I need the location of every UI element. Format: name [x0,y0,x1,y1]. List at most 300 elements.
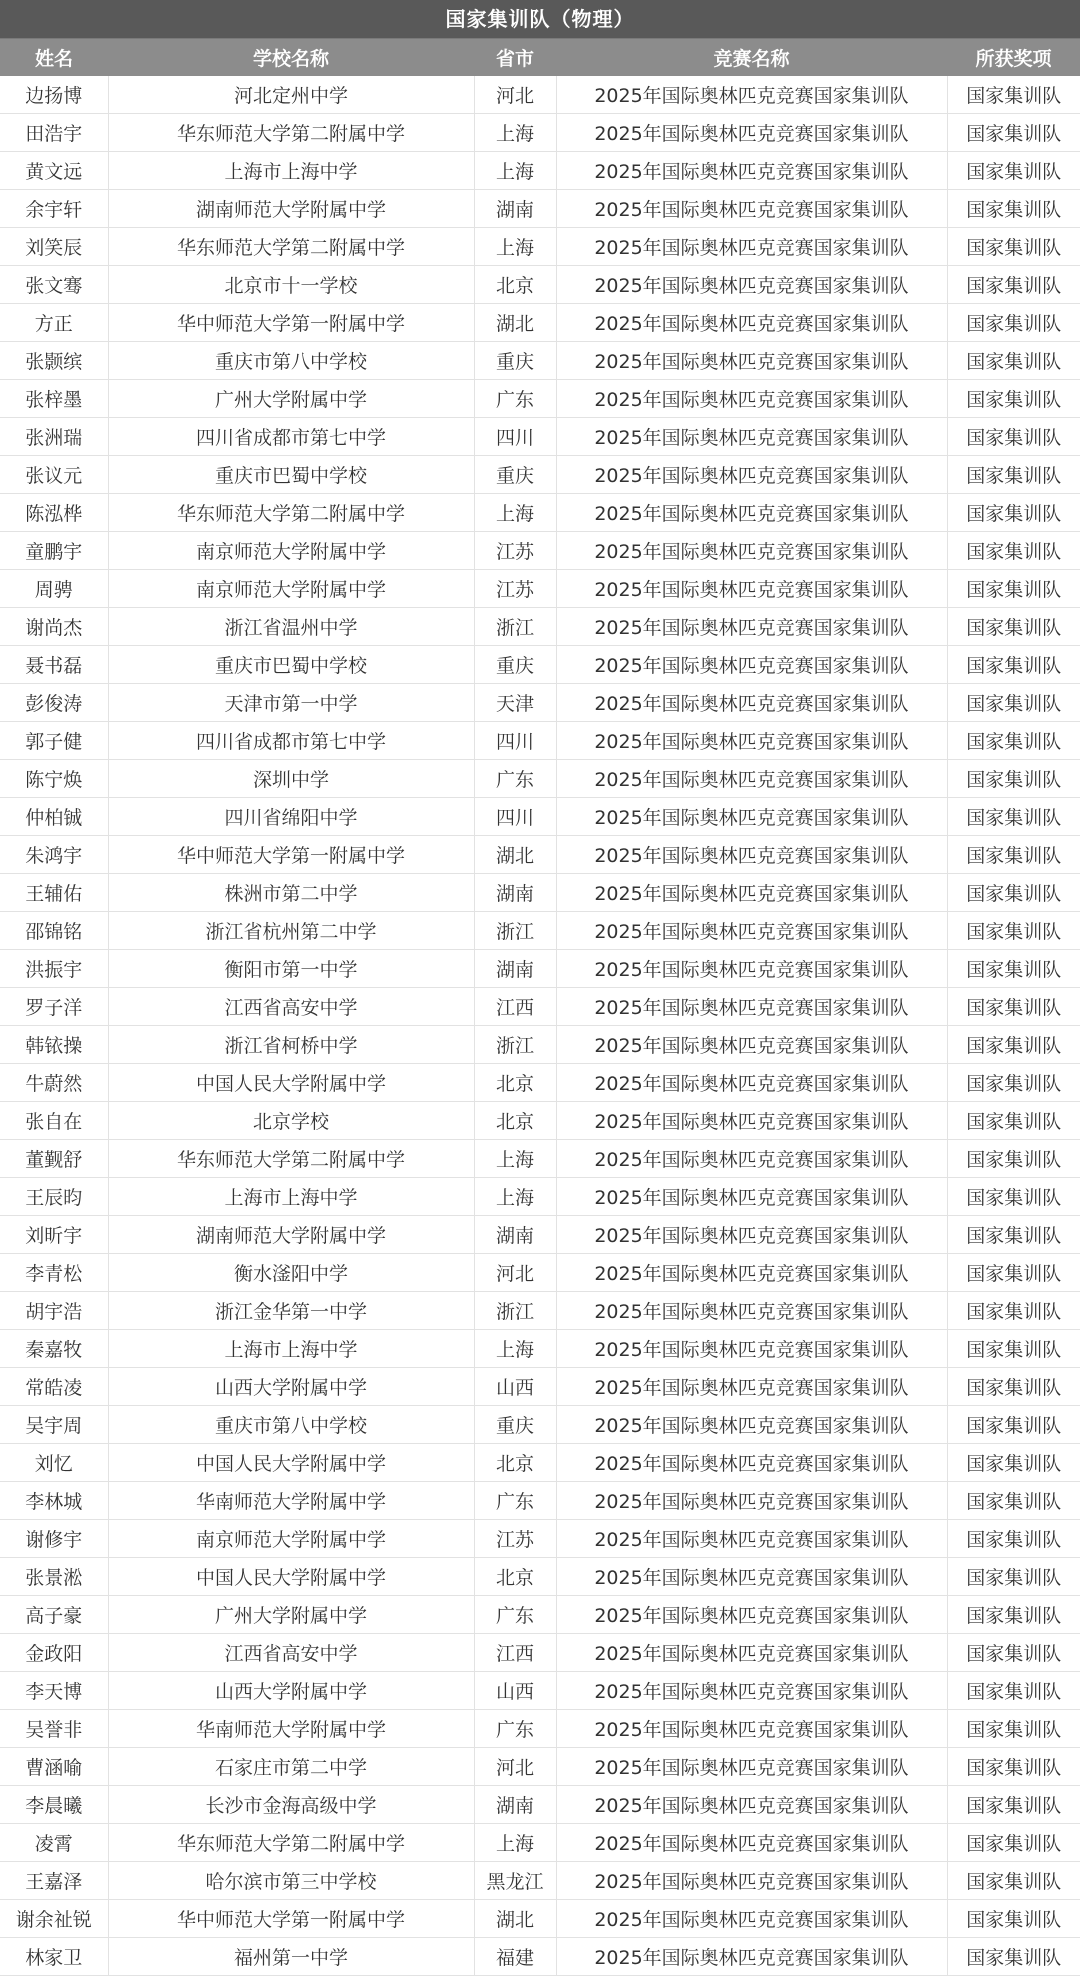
cell-province: 湖北 [474,1900,556,1938]
cell-school: 浙江省柯桥中学 [108,1026,474,1064]
cell-school: 四川省成都市第七中学 [108,722,474,760]
cell-award: 国家集训队 [947,912,1080,950]
cell-school: 山西大学附属中学 [108,1368,474,1406]
cell-competition: 2025年国际奥林匹克竞赛国家集训队 [556,1102,947,1140]
cell-competition: 2025年国际奥林匹克竞赛国家集训队 [556,456,947,494]
cell-province: 上海 [474,228,556,266]
table-row [0,722,1080,760]
cell-school: 山西大学附属中学 [108,1672,474,1710]
table-row [0,1254,1080,1292]
cell-award: 国家集训队 [947,1026,1080,1064]
table-row [0,646,1080,684]
cell-province: 北京 [474,1558,556,1596]
cell-school: 深圳中学 [108,760,474,798]
table-row [0,798,1080,836]
table-row [0,266,1080,304]
cell-competition: 2025年国际奥林匹克竞赛国家集训队 [556,874,947,912]
table-body [0,76,1080,1976]
cell-award: 国家集训队 [947,1064,1080,1102]
cell-school: 中国人民大学附属中学 [108,1064,474,1102]
cell-name: 吴誉非 [0,1710,108,1748]
cell-award: 国家集训队 [947,190,1080,228]
cell-school: 华中师范大学第一附属中学 [108,836,474,874]
cell-award: 国家集训队 [947,1748,1080,1786]
cell-award: 国家集训队 [947,1710,1080,1748]
cell-school: 株洲市第二中学 [108,874,474,912]
cell-competition: 2025年国际奥林匹克竞赛国家集训队 [556,1444,947,1482]
cell-province: 北京 [474,1102,556,1140]
cell-competition: 2025年国际奥林匹克竞赛国家集训队 [556,228,947,266]
cell-competition: 2025年国际奥林匹克竞赛国家集训队 [556,722,947,760]
table-row [0,1938,1080,1976]
cell-school: 浙江省杭州第二中学 [108,912,474,950]
cell-award: 国家集训队 [947,1140,1080,1178]
table-row [0,1786,1080,1824]
cell-province: 湖南 [474,874,556,912]
cell-competition: 2025年国际奥林匹克竞赛国家集训队 [556,608,947,646]
cell-competition: 2025年国际奥林匹克竞赛国家集训队 [556,494,947,532]
cell-province: 江西 [474,988,556,1026]
cell-competition: 2025年国际奥林匹克竞赛国家集训队 [556,684,947,722]
cell-province: 上海 [474,152,556,190]
cell-name: 董觐舒 [0,1140,108,1178]
table-row [0,608,1080,646]
table-row [0,1026,1080,1064]
cell-award: 国家集训队 [947,1786,1080,1824]
cell-name: 边扬博 [0,76,108,114]
cell-school: 上海市上海中学 [108,152,474,190]
cell-competition: 2025年国际奥林匹克竞赛国家集训队 [556,380,947,418]
cell-name: 余宇轩 [0,190,108,228]
table-row [0,1406,1080,1444]
cell-competition: 2025年国际奥林匹克竞赛国家集训队 [556,114,947,152]
cell-award: 国家集训队 [947,608,1080,646]
cell-name: 张颢缤 [0,342,108,380]
table-row [0,380,1080,418]
cell-award: 国家集训队 [947,1672,1080,1710]
table-row [0,190,1080,228]
table-row [0,760,1080,798]
cell-province: 广东 [474,1596,556,1634]
cell-name: 田浩宇 [0,114,108,152]
table-row [0,1482,1080,1520]
table-row [0,494,1080,532]
cell-province: 广东 [474,760,556,798]
cell-award: 国家集训队 [947,1406,1080,1444]
cell-province: 北京 [474,1064,556,1102]
cell-award: 国家集训队 [947,836,1080,874]
cell-school: 长沙市金海高级中学 [108,1786,474,1824]
cell-province: 重庆 [474,1406,556,1444]
cell-award: 国家集训队 [947,646,1080,684]
cell-competition: 2025年国际奥林匹克竞赛国家集训队 [556,418,947,456]
cell-school: 北京学校 [108,1102,474,1140]
cell-award: 国家集训队 [947,152,1080,190]
cell-award: 国家集训队 [947,1482,1080,1520]
cell-name: 谢余祉锐 [0,1900,108,1938]
table-row [0,114,1080,152]
table-row [0,950,1080,988]
cell-name: 张梓墨 [0,380,108,418]
cell-province: 江苏 [474,1520,556,1558]
cell-school: 华中师范大学第一附属中学 [108,304,474,342]
cell-award: 国家集训队 [947,1558,1080,1596]
table-row [0,1520,1080,1558]
cell-name: 刘忆 [0,1444,108,1482]
table-row [0,1330,1080,1368]
cell-province: 湖南 [474,1786,556,1824]
cell-school: 四川省绵阳中学 [108,798,474,836]
cell-province: 黑龙江 [474,1862,556,1900]
header-school: 学校名称 [108,39,474,77]
cell-award: 国家集训队 [947,1330,1080,1368]
cell-name: 李晨曦 [0,1786,108,1824]
cell-school: 重庆市第八中学校 [108,1406,474,1444]
cell-award: 国家集训队 [947,874,1080,912]
cell-province: 上海 [474,494,556,532]
cell-award: 国家集训队 [947,1102,1080,1140]
cell-province: 湖南 [474,190,556,228]
cell-competition: 2025年国际奥林匹克竞赛国家集训队 [556,1748,947,1786]
cell-award: 国家集训队 [947,1634,1080,1672]
cell-province: 湖北 [474,836,556,874]
table-row [0,1710,1080,1748]
cell-competition: 2025年国际奥林匹克竞赛国家集训队 [556,190,947,228]
cell-school: 福州第一中学 [108,1938,474,1976]
cell-school: 上海市上海中学 [108,1178,474,1216]
cell-competition: 2025年国际奥林匹克竞赛国家集训队 [556,1140,947,1178]
cell-province: 江西 [474,1634,556,1672]
cell-name: 刘笑辰 [0,228,108,266]
cell-name: 李天博 [0,1672,108,1710]
cell-province: 河北 [474,1254,556,1292]
cell-province: 广东 [474,1710,556,1748]
cell-province: 重庆 [474,646,556,684]
cell-award: 国家集训队 [947,1178,1080,1216]
cell-name: 郭子健 [0,722,108,760]
table-row [0,152,1080,190]
table-row [0,1178,1080,1216]
cell-province: 浙江 [474,608,556,646]
cell-competition: 2025年国际奥林匹克竞赛国家集训队 [556,1178,947,1216]
cell-school: 石家庄市第二中学 [108,1748,474,1786]
cell-competition: 2025年国际奥林匹克竞赛国家集训队 [556,1254,947,1292]
cell-award: 国家集训队 [947,76,1080,114]
cell-school: 重庆市巴蜀中学校 [108,456,474,494]
cell-school: 华东师范大学第二附属中学 [108,494,474,532]
cell-province: 山西 [474,1368,556,1406]
table-row [0,1900,1080,1938]
table-row [0,874,1080,912]
cell-name: 陈宁焕 [0,760,108,798]
cell-school: 南京师范大学附属中学 [108,1520,474,1558]
cell-province: 上海 [474,1824,556,1862]
cell-competition: 2025年国际奥林匹克竞赛国家集训队 [556,1672,947,1710]
cell-school: 华中师范大学第一附属中学 [108,1900,474,1938]
cell-school: 南京师范大学附属中学 [108,570,474,608]
cell-award: 国家集训队 [947,304,1080,342]
cell-competition: 2025年国际奥林匹克竞赛国家集训队 [556,76,947,114]
cell-province: 天津 [474,684,556,722]
cell-award: 国家集训队 [947,342,1080,380]
cell-award: 国家集训队 [947,1824,1080,1862]
cell-award: 国家集训队 [947,1900,1080,1938]
cell-award: 国家集训队 [947,114,1080,152]
cell-name: 张文骞 [0,266,108,304]
cell-competition: 2025年国际奥林匹克竞赛国家集训队 [556,1520,947,1558]
table-row [0,1748,1080,1786]
cell-school: 华南师范大学附属中学 [108,1710,474,1748]
cell-name: 刘昕宇 [0,1216,108,1254]
cell-name: 张景淞 [0,1558,108,1596]
cell-school: 天津市第一中学 [108,684,474,722]
table-row [0,418,1080,456]
cell-province: 浙江 [474,1026,556,1064]
cell-school: 中国人民大学附属中学 [108,1444,474,1482]
cell-name: 童鹏宇 [0,532,108,570]
cell-school: 浙江金华第一中学 [108,1292,474,1330]
cell-school: 广州大学附属中学 [108,1596,474,1634]
cell-name: 王嘉泽 [0,1862,108,1900]
cell-name: 常皓凌 [0,1368,108,1406]
cell-province: 四川 [474,798,556,836]
cell-name: 邵锦铭 [0,912,108,950]
header-province: 省市 [474,39,556,77]
cell-province: 浙江 [474,912,556,950]
table-row [0,304,1080,342]
cell-school: 衡水滏阳中学 [108,1254,474,1292]
cell-school: 衡阳市第一中学 [108,950,474,988]
cell-award: 国家集训队 [947,1444,1080,1482]
cell-province: 四川 [474,722,556,760]
cell-name: 李林城 [0,1482,108,1520]
cell-school: 河北定州中学 [108,76,474,114]
table-row [0,1824,1080,1862]
cell-competition: 2025年国际奥林匹克竞赛国家集训队 [556,1862,947,1900]
cell-name: 林家卫 [0,1938,108,1976]
cell-school: 中国人民大学附属中学 [108,1558,474,1596]
cell-competition: 2025年国际奥林匹克竞赛国家集训队 [556,1824,947,1862]
cell-competition: 2025年国际奥林匹克竞赛国家集训队 [556,988,947,1026]
cell-award: 国家集训队 [947,418,1080,456]
cell-province: 河北 [474,1748,556,1786]
cell-award: 国家集训队 [947,494,1080,532]
cell-province: 上海 [474,1330,556,1368]
table-row [0,684,1080,722]
table-row [0,1444,1080,1482]
cell-award: 国家集训队 [947,1596,1080,1634]
cell-competition: 2025年国际奥林匹克竞赛国家集训队 [556,532,947,570]
cell-name: 张自在 [0,1102,108,1140]
cell-name: 谢尚杰 [0,608,108,646]
cell-name: 曹涵喻 [0,1748,108,1786]
cell-award: 国家集训队 [947,722,1080,760]
cell-name: 秦嘉牧 [0,1330,108,1368]
cell-name: 王辰昀 [0,1178,108,1216]
cell-award: 国家集训队 [947,456,1080,494]
cell-province: 四川 [474,418,556,456]
table-row [0,1672,1080,1710]
cell-award: 国家集训队 [947,760,1080,798]
cell-competition: 2025年国际奥林匹克竞赛国家集训队 [556,1786,947,1824]
cell-competition: 2025年国际奥林匹克竞赛国家集训队 [556,304,947,342]
cell-competition: 2025年国际奥林匹克竞赛国家集训队 [556,1330,947,1368]
table-row [0,1558,1080,1596]
cell-school: 华东师范大学第二附属中学 [108,114,474,152]
table-row [0,570,1080,608]
cell-province: 上海 [474,114,556,152]
cell-school: 浙江省温州中学 [108,608,474,646]
table-row [0,1140,1080,1178]
cell-award: 国家集训队 [947,266,1080,304]
cell-school: 湖南师范大学附属中学 [108,1216,474,1254]
cell-award: 国家集训队 [947,228,1080,266]
cell-award: 国家集训队 [947,380,1080,418]
cell-province: 湖南 [474,1216,556,1254]
cell-school: 华东师范大学第二附属中学 [108,228,474,266]
table-row [0,912,1080,950]
cell-school: 江西省高安中学 [108,1634,474,1672]
cell-province: 上海 [474,1140,556,1178]
cell-school: 四川省成都市第七中学 [108,418,474,456]
cell-name: 高子豪 [0,1596,108,1634]
cell-name: 朱鸿宇 [0,836,108,874]
cell-name: 彭俊涛 [0,684,108,722]
cell-name: 谢修宇 [0,1520,108,1558]
cell-province: 湖南 [474,950,556,988]
cell-province: 江苏 [474,532,556,570]
cell-name: 张洲瑞 [0,418,108,456]
cell-name: 陈泓桦 [0,494,108,532]
cell-competition: 2025年国际奥林匹克竞赛国家集训队 [556,570,947,608]
cell-province: 浙江 [474,1292,556,1330]
cell-competition: 2025年国际奥林匹克竞赛国家集训队 [556,950,947,988]
cell-award: 国家集训队 [947,950,1080,988]
header-name: 姓名 [0,39,108,77]
cell-competition: 2025年国际奥林匹克竞赛国家集训队 [556,912,947,950]
cell-name: 李青松 [0,1254,108,1292]
table-title: 国家集训队（物理） [0,0,1080,38]
cell-province: 重庆 [474,342,556,380]
cell-competition: 2025年国际奥林匹克竞赛国家集训队 [556,266,947,304]
cell-name: 牛蔚然 [0,1064,108,1102]
cell-award: 国家集训队 [947,1292,1080,1330]
cell-school: 北京市十一学校 [108,266,474,304]
cell-competition: 2025年国际奥林匹克竞赛国家集训队 [556,1292,947,1330]
header-row [0,39,1080,77]
cell-province: 重庆 [474,456,556,494]
cell-school: 重庆市第八中学校 [108,342,474,380]
cell-school: 华东师范大学第二附属中学 [108,1140,474,1178]
cell-name: 聂书磊 [0,646,108,684]
table-row [0,76,1080,114]
cell-province: 上海 [474,1178,556,1216]
table-row [0,1102,1080,1140]
cell-province: 北京 [474,266,556,304]
cell-competition: 2025年国际奥林匹克竞赛国家集训队 [556,1026,947,1064]
cell-award: 国家集训队 [947,684,1080,722]
table-row [0,532,1080,570]
cell-school: 哈尔滨市第三中学校 [108,1862,474,1900]
cell-competition: 2025年国际奥林匹克竞赛国家集训队 [556,646,947,684]
cell-name: 凌霄 [0,1824,108,1862]
table-row [0,988,1080,1026]
cell-name: 王辅佑 [0,874,108,912]
cell-award: 国家集训队 [947,1216,1080,1254]
cell-competition: 2025年国际奥林匹克竞赛国家集训队 [556,1216,947,1254]
cell-competition: 2025年国际奥林匹克竞赛国家集训队 [556,1064,947,1102]
cell-province: 广东 [474,1482,556,1520]
table-row [0,1368,1080,1406]
table-row [0,1064,1080,1102]
cell-competition: 2025年国际奥林匹克竞赛国家集训队 [556,1482,947,1520]
table-row [0,456,1080,494]
cell-award: 国家集训队 [947,798,1080,836]
cell-school: 广州大学附属中学 [108,380,474,418]
cell-award: 国家集训队 [947,1254,1080,1292]
header-competition: 竞赛名称 [556,39,947,77]
cell-province: 山西 [474,1672,556,1710]
table-header [0,39,1080,77]
cell-school: 湖南师范大学附属中学 [108,190,474,228]
cell-competition: 2025年国际奥林匹克竞赛国家集训队 [556,152,947,190]
cell-award: 国家集训队 [947,570,1080,608]
cell-competition: 2025年国际奥林匹克竞赛国家集训队 [556,1900,947,1938]
table-row [0,1862,1080,1900]
table-row [0,1292,1080,1330]
table-row [0,1216,1080,1254]
cell-competition: 2025年国际奥林匹克竞赛国家集训队 [556,760,947,798]
cell-name: 金政阳 [0,1634,108,1672]
cell-competition: 2025年国际奥林匹克竞赛国家集训队 [556,1558,947,1596]
cell-competition: 2025年国际奥林匹克竞赛国家集训队 [556,1938,947,1976]
cell-award: 国家集训队 [947,1862,1080,1900]
table-row [0,342,1080,380]
cell-award: 国家集训队 [947,988,1080,1026]
cell-province: 河北 [474,76,556,114]
header-award: 所获奖项 [947,39,1080,77]
cell-award: 国家集训队 [947,1520,1080,1558]
cell-name: 罗子洋 [0,988,108,1026]
cell-competition: 2025年国际奥林匹克竞赛国家集训队 [556,342,947,380]
cell-school: 重庆市巴蜀中学校 [108,646,474,684]
cell-competition: 2025年国际奥林匹克竞赛国家集训队 [556,1634,947,1672]
cell-name: 黄文远 [0,152,108,190]
cell-school: 南京师范大学附属中学 [108,532,474,570]
cell-school: 上海市上海中学 [108,1330,474,1368]
table-row [0,228,1080,266]
table-row [0,1634,1080,1672]
cell-school: 江西省高安中学 [108,988,474,1026]
cell-school: 华东师范大学第二附属中学 [108,1824,474,1862]
cell-award: 国家集训队 [947,1368,1080,1406]
cell-province: 江苏 [474,570,556,608]
cell-name: 张议元 [0,456,108,494]
cell-province: 广东 [474,380,556,418]
cell-name: 周骋 [0,570,108,608]
cell-name: 洪振宇 [0,950,108,988]
cell-competition: 2025年国际奥林匹克竞赛国家集训队 [556,1596,947,1634]
cell-name: 仲柏铖 [0,798,108,836]
roster-table [0,38,1080,1976]
cell-province: 湖北 [474,304,556,342]
cell-name: 韩铱操 [0,1026,108,1064]
cell-province: 福建 [474,1938,556,1976]
cell-name: 方正 [0,304,108,342]
cell-competition: 2025年国际奥林匹克竞赛国家集训队 [556,1368,947,1406]
cell-competition: 2025年国际奥林匹克竞赛国家集训队 [556,836,947,874]
cell-school: 华南师范大学附属中学 [108,1482,474,1520]
